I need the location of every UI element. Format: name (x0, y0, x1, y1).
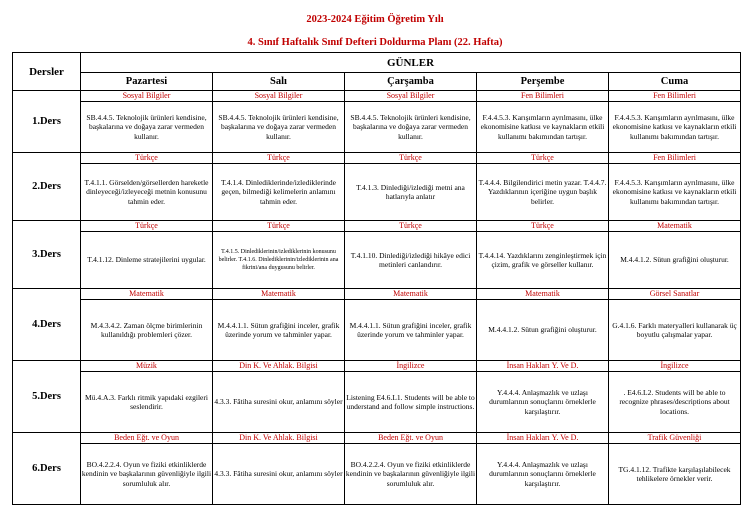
subject-row (13, 361, 741, 372)
lesson-outcome-text: M.4.4.1.2. Sütun grafiğini oluşturur. (609, 232, 741, 289)
lesson-outcome-text: BO.4.2.2.4. Oyun ve fiziki etkinliklerde kendinin ve başkalarının güvenliğiyle ilgili sorumluluk alır. (345, 444, 477, 505)
subject-label: Beden Eğt. ve Oyun (345, 433, 477, 444)
lesson-outcome-text: T.4.1.4. Dinlediklerinde/izlediklerinde geçen, bilmediği kelimelerin anlamını tahmin eder. (213, 164, 345, 221)
subject-label: Türkçe (81, 221, 213, 232)
subject-label: İngilizce (609, 361, 741, 372)
lesson-outcome-text: T.4.1.5. Dinlediklerinin/izlediklerinin konusunu belirler. T.4.1.6. Dinlediklerinin/izlediklerinin ana fikrini/ana duygusunu belirler. (213, 232, 345, 289)
lesson-label: 3.Ders (13, 221, 81, 289)
lesson-label: 2.Ders (13, 153, 81, 221)
lesson-outcome-text: T.4.1.1. Görselden/görsellerden hareketle dinleyeceği/izleyeceği metnin konusunu tahmin eder. (81, 164, 213, 221)
lesson-outcome-text: BO.4.2.2.4. Oyun ve fiziki etkinliklerde kendinin ve başkalarının güvenliğiyle ilgili sorumluluk alır. (81, 444, 213, 505)
lesson-outcome-text: . E4.6.L2. Students will be able to recognize phrases/descriptions about locations. (609, 372, 741, 433)
subject-label: Türkçe (213, 153, 345, 164)
lesson-outcome-text: T.4.1.10. Dinlediği/izlediği hikâye edici metinleri canlandırır. (345, 232, 477, 289)
subject-label: İngilizce (345, 361, 477, 372)
subject-label: Fen Bilimleri (609, 153, 741, 164)
subject-label: Sosyal Bilgiler (81, 91, 213, 102)
lesson-outcome-text: M.4.4.1.1. Sütun grafiğini inceler, grafik üzerinde yorum ve tahminler yapar. (213, 300, 345, 361)
lesson-outcome-text: TG.4.1.12. Trafikte karşılaşılabilecek tehlikelere örnekler verir. (609, 444, 741, 505)
day-header-persembe: Perşembe (477, 73, 609, 91)
document-subtitle: 4. Sınıf Haftalık Sınıf Defteri Doldurma Planı (22. Hafta) (247, 37, 503, 48)
lesson-label: 1.Ders (13, 91, 81, 153)
subject-label: Görsel Sanatlar (609, 289, 741, 300)
lesson-outcome-text: T.4.4.4. Bilgilendirici metin yazar. T.4.4.7. Yazdıklarının içeriğine uygun başlık belirler. (477, 164, 609, 221)
day-header-pazartesi: Pazartesi (81, 73, 213, 91)
lesson-outcome-text: SB.4.4.5. Teknolojik ürünleri kendisine, başkalarına ve doğaya zarar vermeden kullanır. (345, 102, 477, 153)
subject-label: Trafik Güvenliği (609, 433, 741, 444)
subject-row (13, 221, 741, 232)
dersler-header: Dersler (13, 53, 81, 91)
lesson-outcome-text: Listening E4.6.L1. Students will be able to understand and follow simple instructions. (345, 372, 477, 433)
subject-label: İnsan Hakları Y. Ve D. (477, 433, 609, 444)
plan-body (13, 91, 741, 505)
day-header-cuma: Cuma (609, 73, 741, 91)
lesson-outcome-text: 4.3.3. Fâtiha suresini okur, anlamını söyler (213, 372, 345, 433)
subject-label: İnsan Hakları Y. Ve D. (477, 361, 609, 372)
lesson-label: 6.Ders (13, 433, 81, 505)
day-header-carsamba: Çarşamba (345, 73, 477, 91)
subject-label: Matematik (609, 221, 741, 232)
lesson-outcome-text: G.4.1.6. Farklı materyalleri kullanarak üç boyutlu çalışmalar yapar. (609, 300, 741, 361)
lesson-outcome-text: T.4.1.12. Dinleme stratejilerini uygular. (81, 232, 213, 289)
weekly-plan-table (12, 52, 741, 505)
subject-label: Sosyal Bilgiler (213, 91, 345, 102)
lesson-outcome-text: SB.4.4.5. Teknolojik ürünleri kendisine, başkalarına ve doğaya zarar vermeden kullanır. (213, 102, 345, 153)
content-row (13, 444, 741, 505)
lesson-outcome-text: M.4.3.4.2. Zaman ölçme birimlerinin kullanıldığı problemleri çözer. (81, 300, 213, 361)
lesson-outcome-text: T.4.1.3. Dinlediği/izlediği metni ana hatlarıyla anlatır (345, 164, 477, 221)
subject-label: Türkçe (345, 153, 477, 164)
subject-label: Türkçe (81, 153, 213, 164)
gunler-header: GÜNLER (81, 53, 741, 73)
lesson-outcome-text: 4.3.3. Fâtiha suresini okur, anlamını söyler (213, 444, 345, 505)
subject-label: Fen Bilimleri (477, 91, 609, 102)
subject-label: Matematik (345, 289, 477, 300)
subject-label: Türkçe (477, 153, 609, 164)
subject-label: Matematik (81, 289, 213, 300)
subject-label: Din K. Ve Ahlak. Bilgisi (213, 433, 345, 444)
lesson-label: 5.Ders (13, 361, 81, 433)
lesson-outcome-text: SB.4.4.5. Teknolojik ürünleri kendisine, başkalarına ve doğaya zarar vermeden kullanır. (81, 102, 213, 153)
lesson-outcome-text: M.4.4.1.2. Sütun grafiğini oluşturur. (477, 300, 609, 361)
lesson-outcome-text: Y.4.4.4. Anlaşmazlık ve uzlaşı durumlarının sonuçlarını örneklerle karşılaştırır. (477, 444, 609, 505)
subject-row (13, 289, 741, 300)
subject-label: Türkçe (477, 221, 609, 232)
subject-label: Din K. Ve Ahlak. Bilgisi (213, 361, 345, 372)
lesson-outcome-text: Mü.4.A.3. Farklı ritmik yapıdaki ezgileri seslendirir. (81, 372, 213, 433)
subject-label: Beden Eğt. ve Oyun (81, 433, 213, 444)
subject-label: Sosyal Bilgiler (345, 91, 477, 102)
lesson-outcome-text: T.4.4.14. Yazdıklarını zenginleştirmek için çizim, grafik ve görseller kullanır. (477, 232, 609, 289)
subject-row (13, 91, 741, 102)
content-row (13, 102, 741, 153)
subject-label: Fen Bilimleri (609, 91, 741, 102)
subject-label: Türkçe (213, 221, 345, 232)
lesson-outcome-text: F.4.4.5.3. Karışımların ayrılmasını, ülke ekonomisine katkısı ve kaynakların etkili kullanımı bakımından tartışır. (477, 102, 609, 153)
subject-row (13, 433, 741, 444)
lesson-outcome-text: Y.4.4.4. Anlaşmazlık ve uzlaşı durumlarının sonuçlarını örneklerle karşılaştırır. (477, 372, 609, 433)
lesson-label: 4.Ders (13, 289, 81, 361)
content-row (13, 372, 741, 433)
lesson-outcome-text: F.4.4.5.3. Karışımların ayrılmasını, ülke ekonomisine katkısı ve kaynakların etkili kullanımı bakımından tartışır. (609, 102, 741, 153)
subject-label: Türkçe (345, 221, 477, 232)
subject-label: Matematik (213, 289, 345, 300)
content-row (13, 300, 741, 361)
subject-row (13, 153, 741, 164)
subject-label: Müzik (81, 361, 213, 372)
day-header-sali: Salı (213, 73, 345, 91)
content-row (13, 164, 741, 221)
document-title: 2023-2024 Eğitim Öğretim Yılı (306, 14, 444, 25)
content-row (13, 232, 741, 289)
lesson-outcome-text: F.4.4.5.3. Karışımların ayrılmasını, ülke ekonomisine katkısı ve kaynakların etkili kullanımı bakımından tartışır. (609, 164, 741, 221)
lesson-outcome-text: M.4.4.1.1. Sütun grafiğini inceler, grafik üzerinde yorum ve tahminler yapar. (345, 300, 477, 361)
subject-label: Matematik (477, 289, 609, 300)
